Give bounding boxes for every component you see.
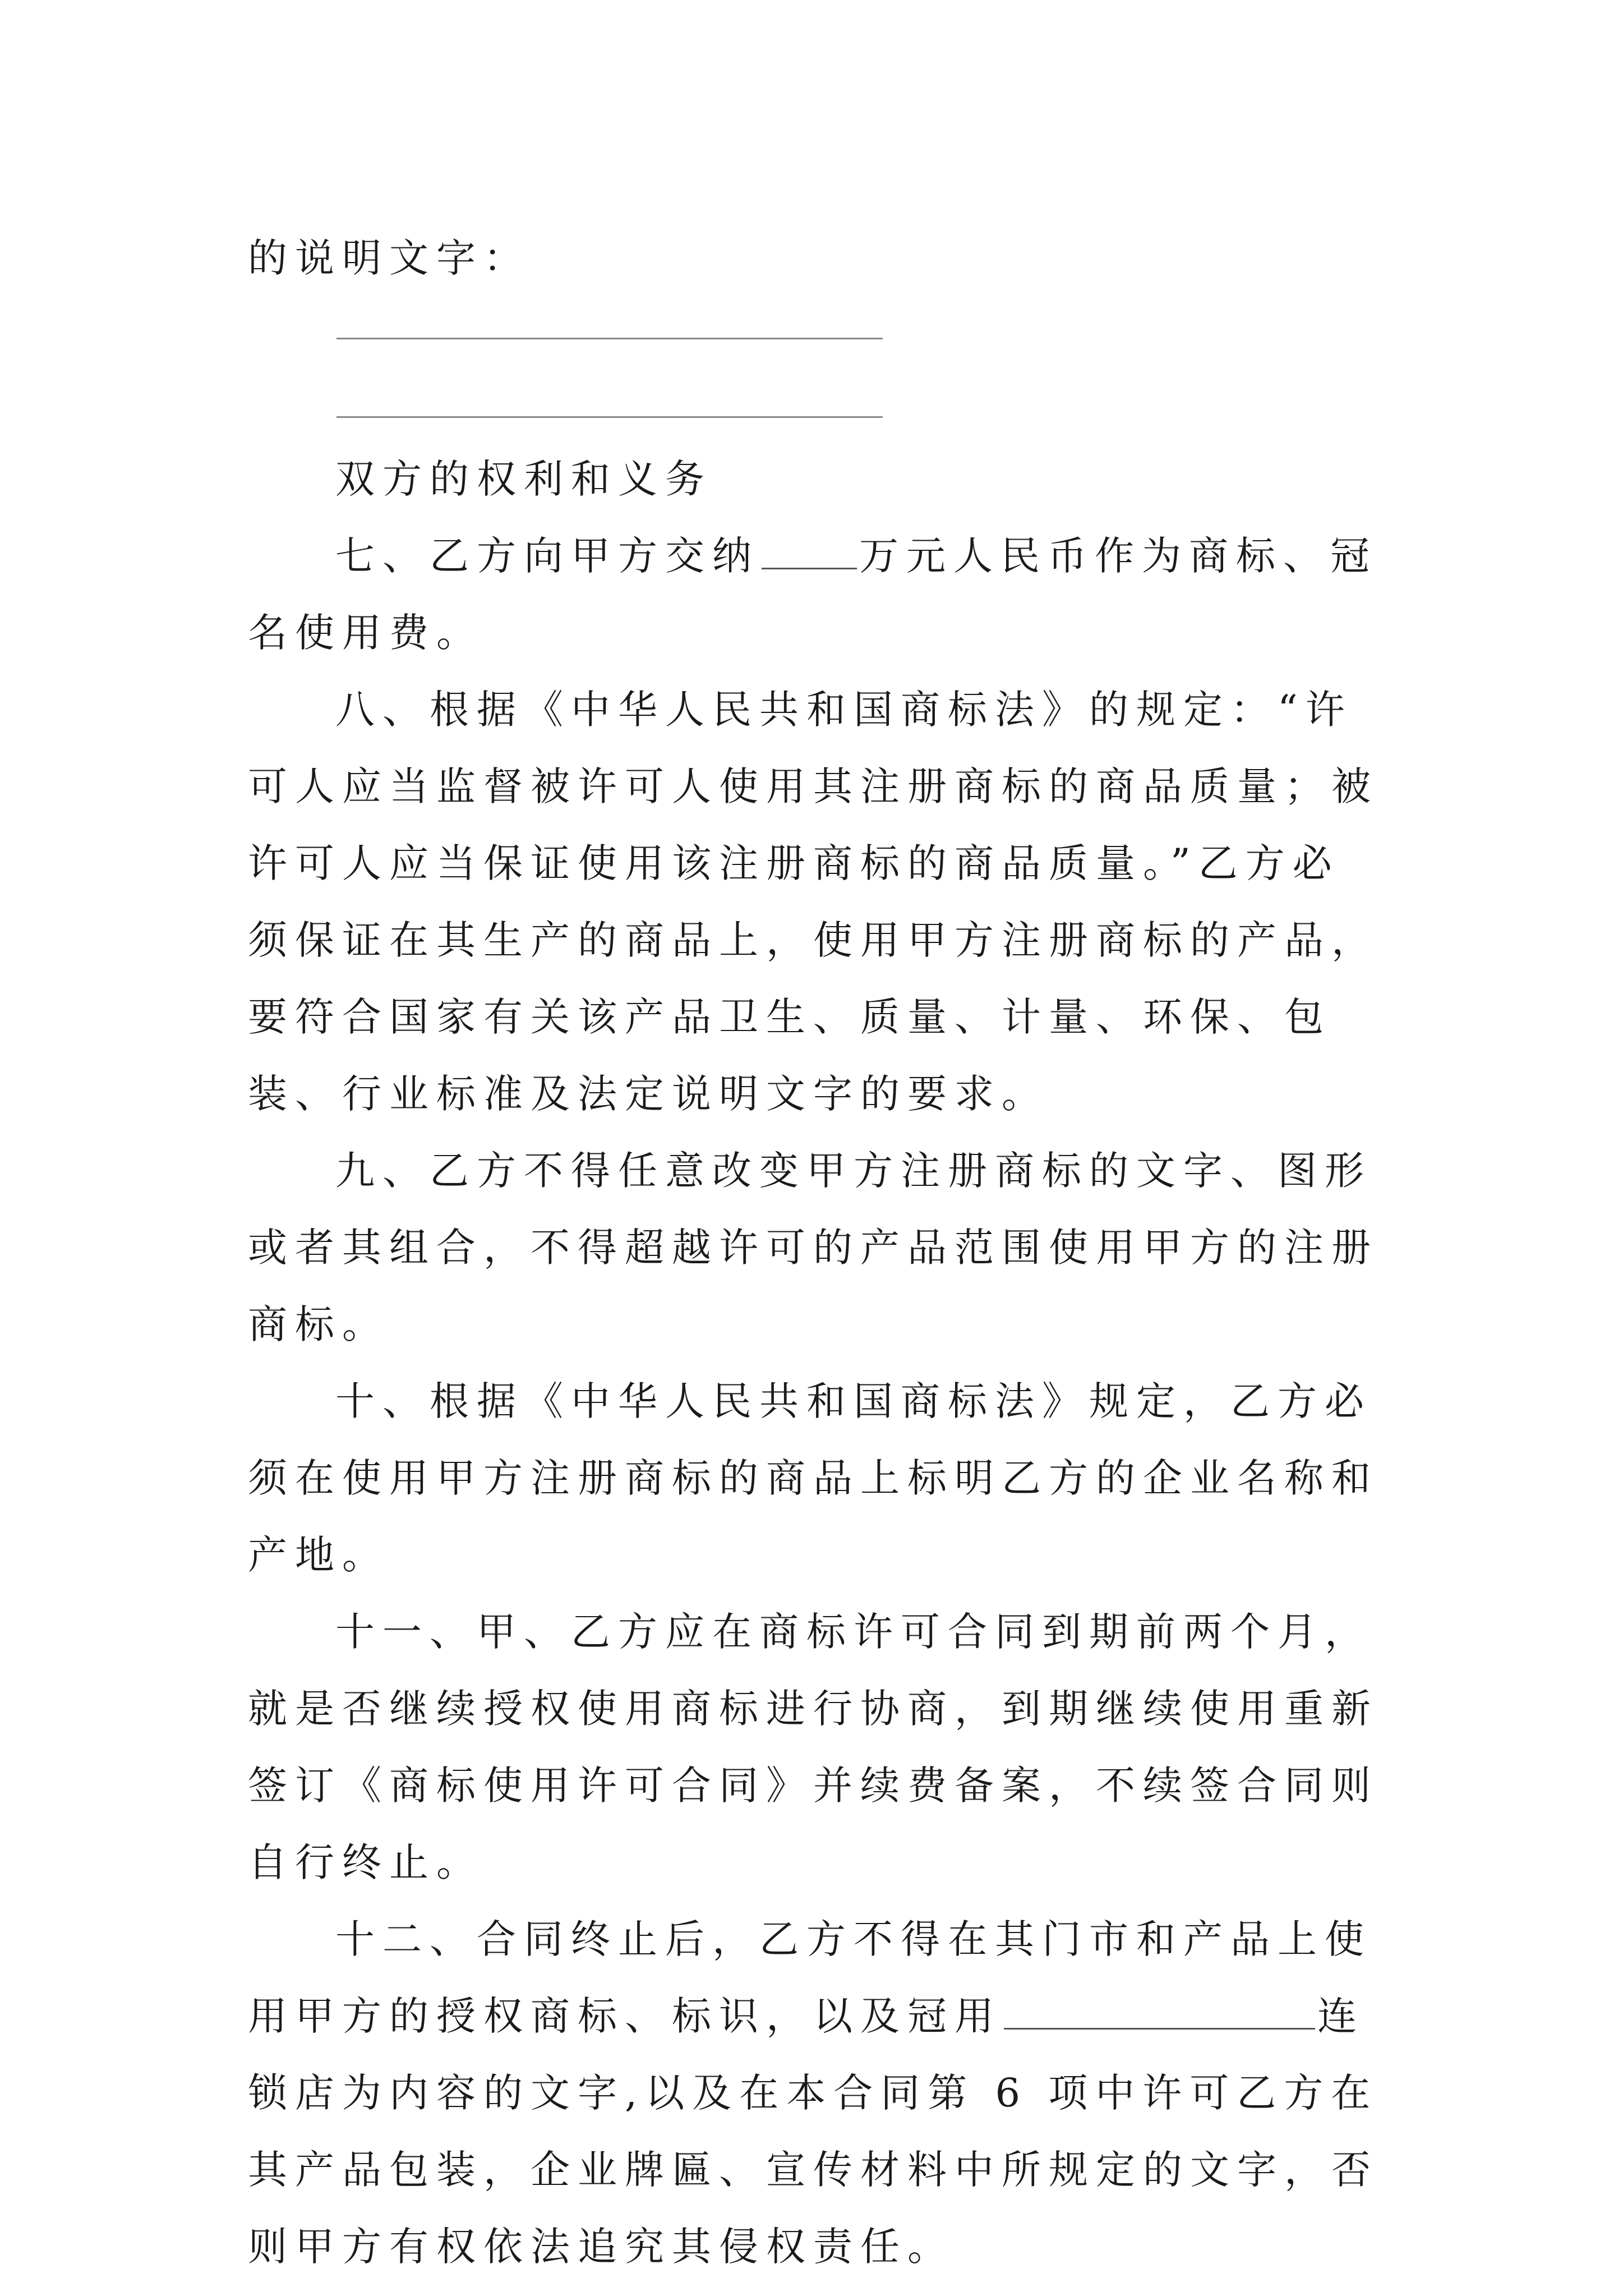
section-heading: 双方的权利和义务 [335,456,712,502]
blank-line-1 [336,338,883,339]
blank-amount-line [762,532,857,569]
clause-12-before: 十二、合同终止后，乙方不得在其门市和产品上使用甲方的授权商标、标识，以及冠用 [248,1916,1372,2039]
clause-12-after: 连锁店为内容的文字,以及在本合同第 6 项中许可乙方在其产品包装，企业牌匾、宣传材料中所规定的文字，否则甲方有权依法追究其侵权责任。 [248,1993,1378,2270]
main-body [248,441,1386,2285]
blank-line-2 [336,416,883,418]
clause-7-after: 万元人民币作为商标、冠名使用费。 [248,533,1377,656]
clause-8: 八、根据《中华人民共和国商标法》的规定：“许可人应当监督被许可人使用其注册商标的商品质量；被许可人应当保证使用该注册商标的商品质量。”乙方必须保证在其生产的商品上，使用甲方注册商标的产品，要符合国家有关该产品卫生、质量、计量、环保、包装、行业标准及法定说明文字的要求。 [248,687,1378,1117]
clause-12 [248,1901,1386,2285]
clause-7-before: 七、乙方向甲方交纳 [335,533,759,579]
lead-fragment-block [248,220,1386,297]
clause-11: 十一、甲、乙方应在商标许可合同到期前两个月，就是否继续授权使用商标进行协商，到期继续使用重新签订《商标使用许可合同》并续费备案，不续签合同则自行终止。 [248,1609,1378,1885]
clause-9: 九、乙方不得任意改变甲方注册商标的文字、图形或者其组合，不得超越许可的产品范围使用甲方的注册商标。 [248,1148,1378,1347]
lead-fragment: 的说明文字： [248,235,531,281]
blank-chain-name-line [1004,1993,1315,2030]
clause-10: 十、根据《中华人民共和国商标法》规定，乙方必须在使用甲方注册商标的商品上标明乙方的企业名称和产地。 [248,1378,1378,1578]
clause-7 [248,518,1386,671]
